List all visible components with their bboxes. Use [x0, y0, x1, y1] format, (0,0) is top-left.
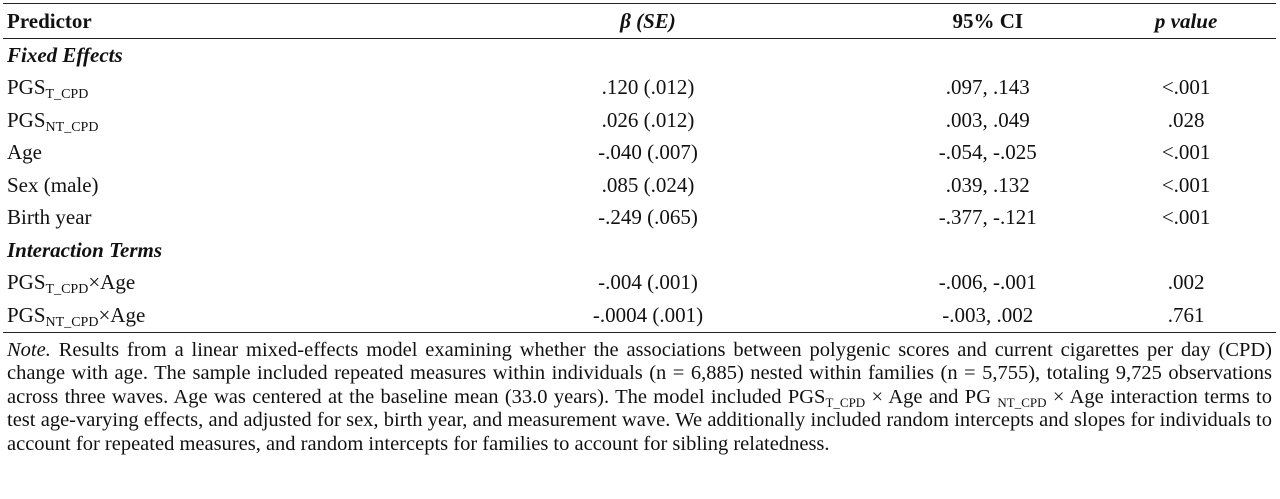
table-row — [3, 104, 1276, 137]
ci-cell: -.006, -.001 — [938, 270, 1037, 295]
predictor-subscript: T_CPD — [45, 282, 89, 298]
predictor-cell — [3, 169, 407, 202]
p-value-cell: <.001 — [1161, 205, 1211, 230]
note-text-part2: × Age and PG — [865, 385, 998, 408]
predictor-base: PGS — [7, 75, 46, 100]
table-row — [3, 299, 1276, 332]
beta-cell: -.004 (.001) — [598, 270, 698, 295]
ci-cell: .039, .132 — [945, 172, 1030, 197]
beta-cell: -.0004 (.001) — [592, 302, 704, 327]
section-title-fixed-effects: Fixed Effects — [7, 42, 123, 67]
predictor-base: Birth year — [7, 205, 92, 230]
table-row — [3, 137, 1276, 170]
beta-cell: -.249 (.065) — [598, 205, 698, 230]
p-value-cell: .002 — [1167, 270, 1205, 295]
predictor-base: Age — [7, 140, 42, 165]
predictor-cell — [3, 72, 407, 105]
ci-cell: .097, .143 — [945, 75, 1030, 100]
note-subscript-2: NT_CPD — [997, 394, 1047, 410]
table-row — [3, 72, 1276, 105]
predictor-cell — [3, 202, 407, 235]
section-title-interaction-terms: Interaction Terms — [7, 237, 162, 262]
predictor-subscript: NT_CPD — [45, 314, 99, 330]
predictor-suffix: ×Age — [88, 270, 136, 295]
table-row — [3, 169, 1276, 202]
note-text-part3: × Age interaction terms to test age-varying effects, and adjusted for sex, birth year, and measurement wave. We additionally included random intercepts and slopes for individuals to account for repeated measures, and random intercepts for families to account for sibling relatedness. — [7, 385, 1272, 455]
predictor-subscript: NT_CPD — [45, 119, 99, 135]
predictor-base: Sex (male) — [7, 172, 99, 197]
predictor-subscript: T_CPD — [45, 87, 89, 103]
header-ci: 95% CI — [952, 8, 1024, 33]
p-value-cell: <.001 — [1161, 75, 1211, 100]
header-p-value: p value — [1154, 8, 1218, 33]
p-value-cell: <.001 — [1161, 140, 1211, 165]
header-beta: β (SE) — [620, 8, 676, 33]
p-value-cell: .028 — [1167, 107, 1205, 132]
predictor-base: PGS — [7, 270, 46, 295]
predictor-cell — [3, 137, 407, 170]
note-subscript-1: T_CPD — [825, 394, 866, 410]
section-row — [3, 39, 1276, 72]
results-table — [3, 3, 1276, 333]
beta-cell: .085 (.024) — [601, 172, 695, 197]
beta-cell: -.040 (.007) — [598, 140, 698, 165]
ci-cell: -.377, -.121 — [938, 205, 1037, 230]
table-row — [3, 202, 1276, 235]
note-text-part1: Results from a linear mixed-effects model examining whether the associations between polygenic scores and current cigarettes per day (CPD) change with age. The sample included repeated measures within individuals (n = 6,885) nested within families (n = 5,755), totaling 9,725 observations across three waves. Age was centered at the baseline mean (33.0 years). The model included PGS — [7, 338, 1272, 408]
ci-cell: -.003, .002 — [942, 302, 1034, 327]
header-row — [3, 4, 1276, 39]
results-table-container — [3, 3, 1276, 456]
header-predictor: Predictor — [7, 8, 92, 33]
beta-cell: .026 (.012) — [601, 107, 695, 132]
p-value-cell: <.001 — [1161, 172, 1211, 197]
predictor-cell — [3, 267, 407, 300]
table-body — [3, 39, 1276, 333]
predictor-base: PGS — [7, 302, 46, 327]
predictor-cell — [3, 299, 407, 332]
table-note — [3, 333, 1276, 457]
section-row — [3, 234, 1276, 267]
table-header — [3, 4, 1276, 39]
beta-cell: .120 (.012) — [601, 75, 695, 100]
p-value-cell: .761 — [1167, 302, 1205, 327]
predictor-base: PGS — [7, 107, 46, 132]
ci-cell: .003, .049 — [945, 107, 1030, 132]
note-label: Note. — [7, 338, 51, 361]
predictor-suffix: ×Age — [98, 302, 146, 327]
predictor-cell — [3, 104, 407, 137]
ci-cell: -.054, -.025 — [938, 140, 1037, 165]
table-row — [3, 267, 1276, 300]
